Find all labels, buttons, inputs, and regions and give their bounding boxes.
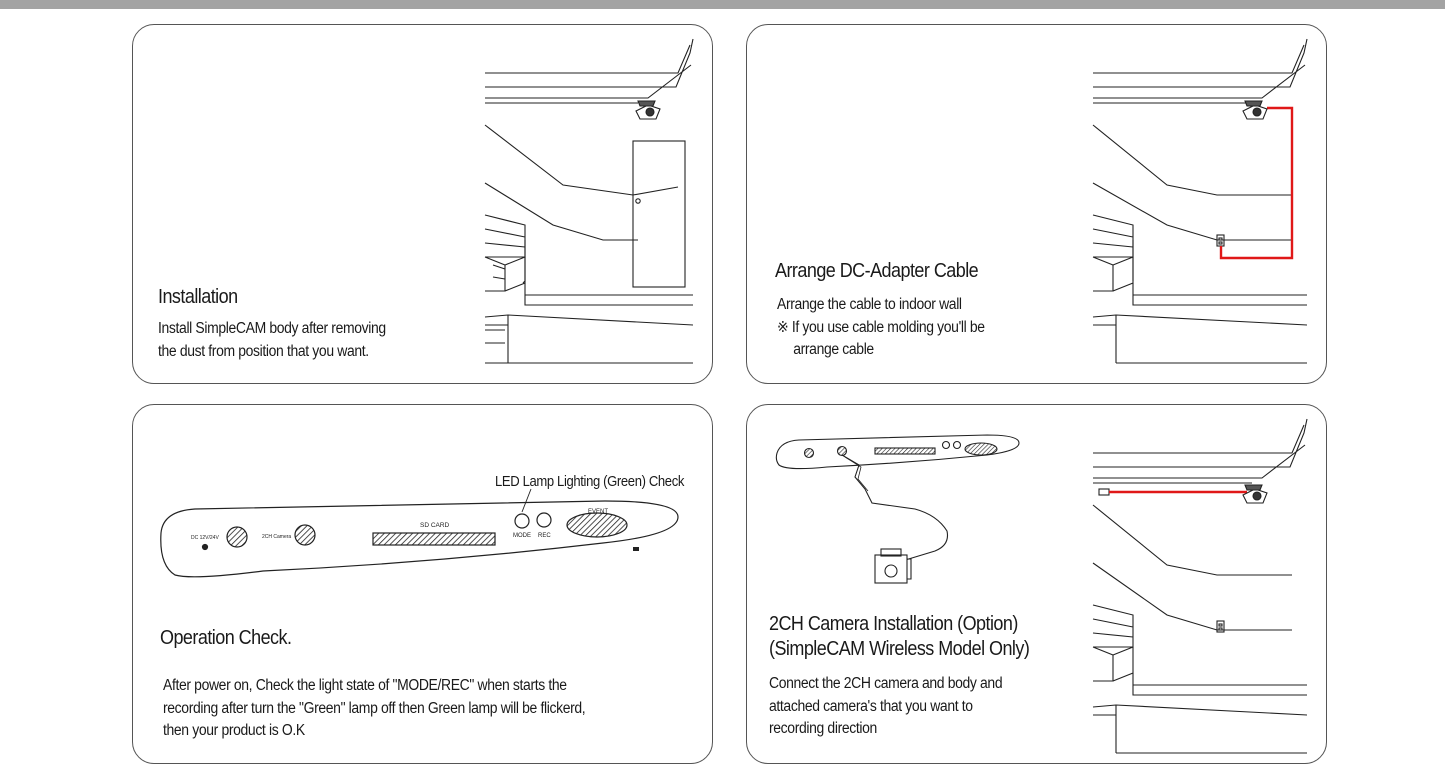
led-callout: LED Lamp Lighting (Green) Check — [495, 474, 685, 490]
rear-camera-mount — [1099, 489, 1109, 495]
top-bar — [0, 0, 1445, 9]
arrange-cable-line: Arrange the cable to indoor wall — [777, 296, 962, 313]
event-label: EVENT — [588, 509, 609, 515]
operation-check-panel — [132, 404, 713, 764]
arrange-cable-line: arrange cable — [793, 341, 874, 358]
installation-title: Installation — [158, 286, 238, 308]
rec-label: REC — [538, 533, 551, 539]
dc-jack — [227, 527, 247, 547]
camera-2ch-panel — [746, 404, 1327, 764]
camera-2ch-line: Connect the 2CH camera and body and — [769, 675, 1003, 692]
operation-check-description — [163, 675, 585, 743]
camera-body-icon — [1243, 485, 1267, 503]
arrange-cable-panel — [746, 24, 1327, 384]
room-scene — [485, 39, 693, 363]
arrange-cable-description — [777, 294, 985, 362]
room-scene — [1093, 419, 1307, 753]
small-device-outline — [776, 435, 1019, 469]
arrange-cable-note: ※ If you use cable molding you'll be — [777, 318, 985, 336]
camera-label: 2CH Camera — [262, 534, 292, 540]
operation-check-title: Operation Check. — [160, 627, 292, 649]
installation-description — [158, 318, 386, 363]
camera-2ch-line: attached camera's that you want to — [769, 697, 973, 715]
dc-cable-route — [1221, 108, 1292, 258]
room-scene — [1093, 39, 1307, 363]
rec-led — [537, 513, 551, 527]
installation-panel — [132, 24, 713, 384]
operation-check-line: After power on, Check the light state of "MODE/REC" when starts the — [163, 677, 567, 694]
camera-body-icon — [636, 101, 660, 119]
camera-jack — [295, 525, 315, 545]
camera-2ch-title-line2: (SimpleCAM Wireless Model Only) — [769, 638, 1030, 660]
operation-check-line: recording after turn the "Green" lamp off then Green lamp will be flickerd, — [163, 699, 586, 717]
sd-card-label: SD CARD — [420, 522, 450, 529]
mode-led — [515, 514, 529, 528]
camera-2ch-line: recording direction — [769, 720, 877, 737]
operation-check-line: then your product is O.K — [163, 722, 305, 739]
sd-card-slot — [373, 533, 495, 545]
dc-label: DC 12V/24V — [191, 535, 219, 541]
camera-body-icon — [1243, 101, 1267, 119]
camera-2ch-title-line1: 2CH Camera Installation (Option) — [769, 613, 1018, 635]
camera-2ch-description — [769, 673, 1002, 741]
event-button — [567, 513, 627, 537]
installation-line: Install SimpleCAM body after removing — [158, 320, 386, 337]
mode-label: MODE — [513, 533, 531, 539]
rear-camera-icon — [875, 549, 911, 583]
camera-cable — [842, 455, 948, 561]
installation-line: the dust from position that you want. — [158, 342, 369, 360]
door — [633, 141, 685, 287]
arrange-cable-title: Arrange DC-Adapter Cable — [775, 260, 979, 282]
